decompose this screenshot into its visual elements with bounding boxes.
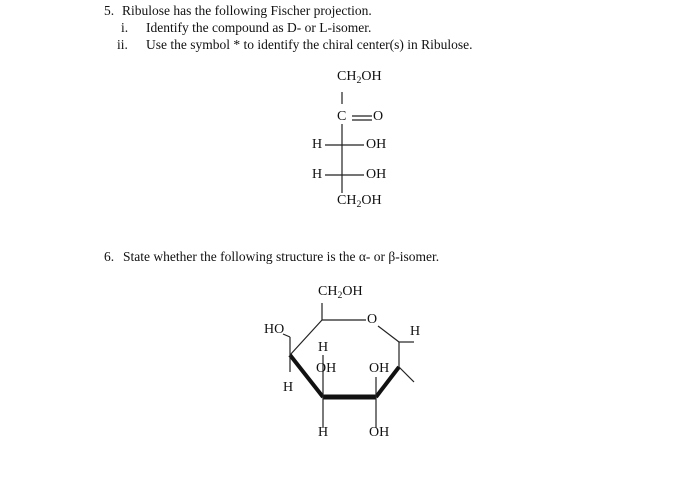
fischer-row2-right: OH [366, 167, 387, 182]
haworth-c1-up: H [410, 324, 421, 339]
haworth-c1-down: OH [369, 425, 390, 440]
question-6-text: State whether the following structure is the α- or β-isomer. [123, 249, 440, 264]
fischer-top-group: $CH_2OH$ [337, 69, 382, 86]
question-5-part-i-label: i. [121, 20, 129, 35]
haworth-c3-up: H [318, 340, 329, 355]
haworth-c2-down: H [318, 425, 329, 440]
haworth-c2-up: OH [369, 361, 390, 376]
haworth-c3-down: OH [316, 361, 337, 376]
question-5-part-ii-label: ii. [117, 37, 128, 52]
fischer-carbonyl-oxygen: O [373, 109, 384, 124]
fischer-row2-left: H [312, 167, 323, 182]
question-5-number: 5. [104, 3, 115, 18]
fischer-row1-left: H [312, 137, 323, 152]
question-5-part-ii-text: Use the symbol * to identify the chiral center(s) in Ribulose. [146, 37, 473, 52]
fischer-carbonyl-carbon: C [337, 109, 347, 124]
question-5-part-i-text: Identify the compound as D- or L-isomer. [146, 20, 372, 35]
question-6-number: 6. [104, 249, 115, 264]
question-5-text: Ribulose has the following Fischer projection. [122, 3, 372, 18]
haworth-c4-down: H [283, 380, 294, 395]
haworth-ch2oh: $CH_2OH$ [318, 284, 363, 301]
haworth-c4-up: HO [264, 322, 285, 337]
fischer-bottom-group: $CH_2OH$ [337, 193, 382, 210]
haworth-ring-oxygen: O [367, 312, 378, 327]
fischer-row1-right: OH [366, 137, 387, 152]
